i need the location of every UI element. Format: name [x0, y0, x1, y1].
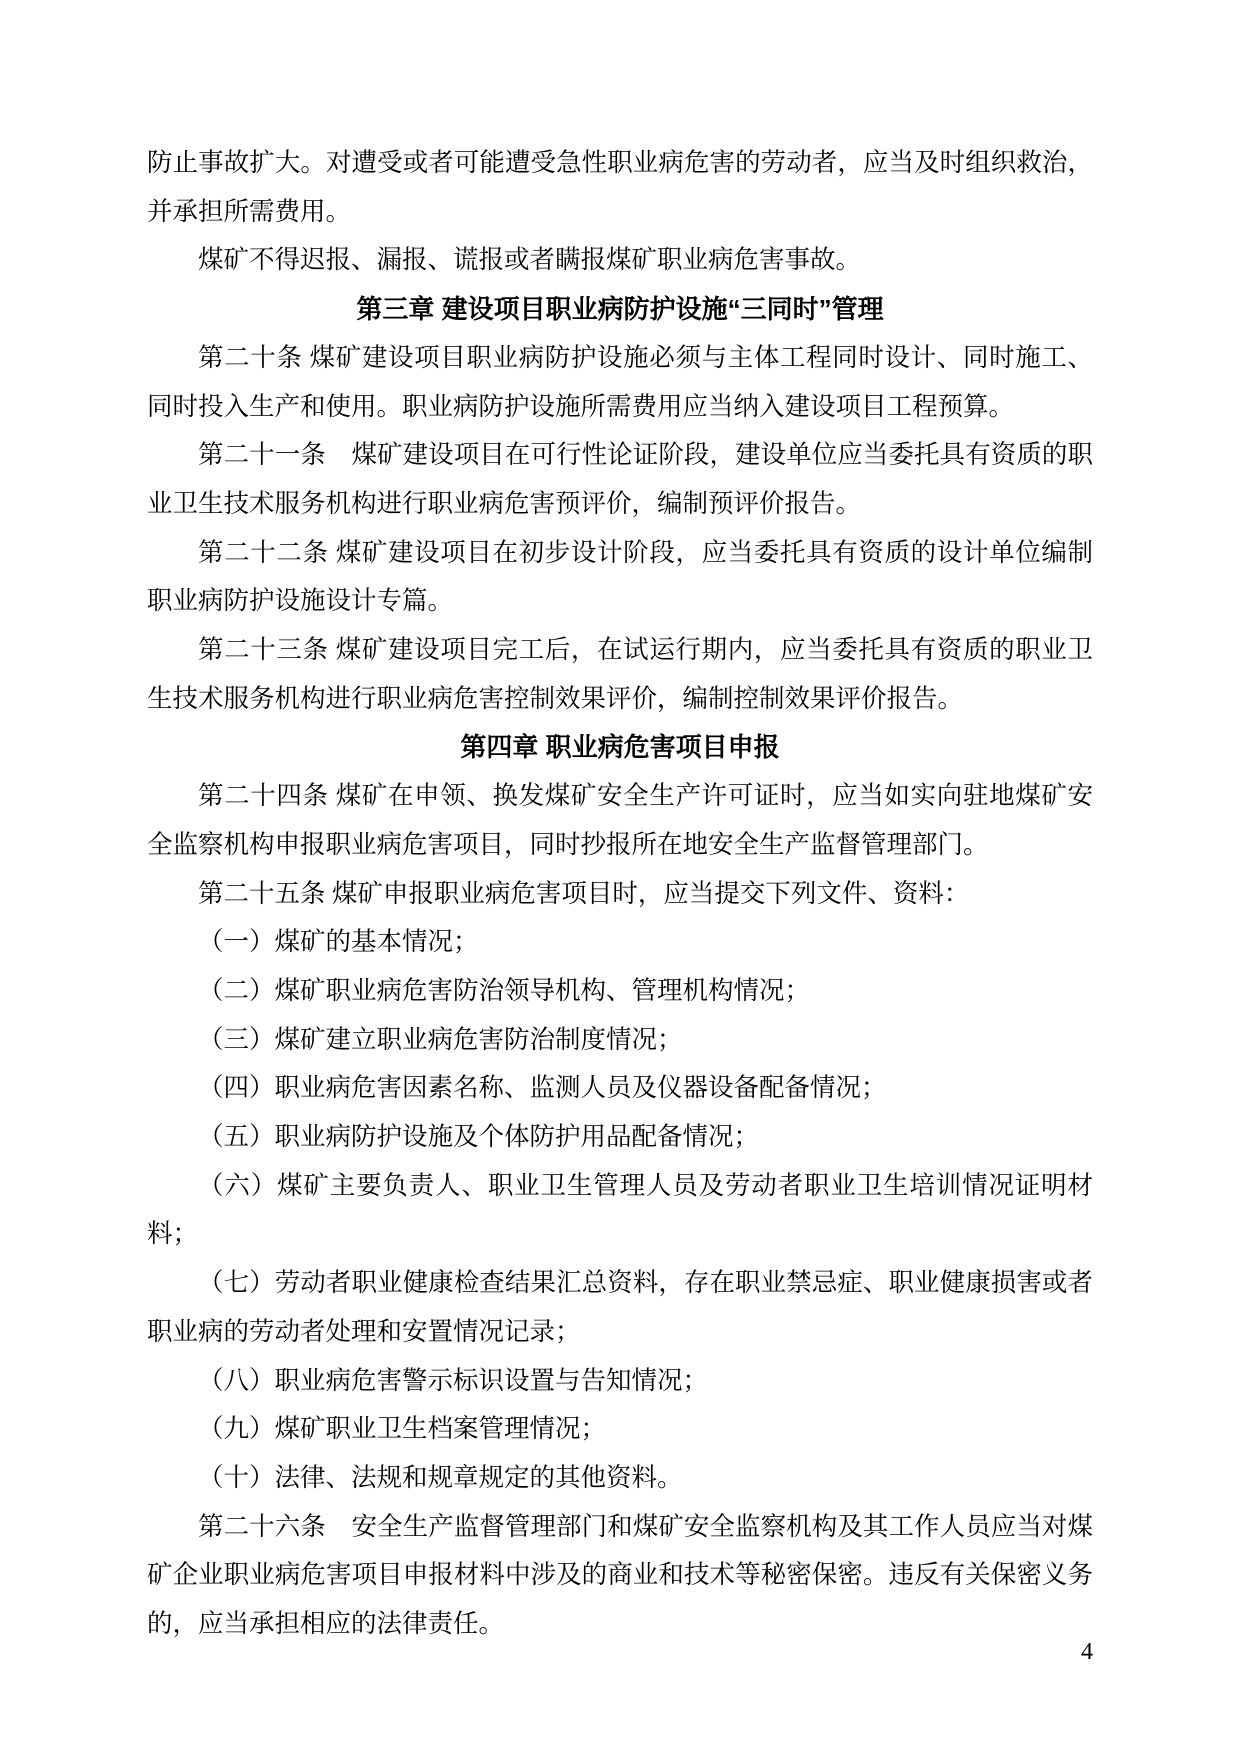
paragraph: （八）职业病危害警示标识设置与告知情况； — [198, 1365, 709, 1395]
paragraph: （六）煤矿主要负责人、职业卫生管理人员及劳动者职业卫生培训情况证明材料； — [147, 1170, 1093, 1249]
paragraph: （四）职业病危害因素名称、监测人员及仪器设备配备情况； — [198, 1073, 887, 1103]
paragraph: 煤矿不得迟报、漏报、谎报或者瞒报煤矿职业病危害事故。 — [198, 245, 862, 275]
paragraph: （一）煤矿的基本情况； — [198, 927, 479, 957]
paragraph: 第二十二条 煤矿建设项目在初步设计阶段，应当委托具有资质的设计单位编制职业病防护设施设计专篇。 — [147, 537, 1093, 616]
paragraph: （十）法律、法规和规章规定的其他资料。 — [198, 1462, 683, 1492]
page-footer — [147, 1638, 1093, 1666]
paragraph: （二）煤矿职业病危害防治领导机构、管理机构情况； — [198, 975, 811, 1005]
paragraph: 第二十四条 煤矿在申领、换发煤矿安全生产许可证时，应当如实向驻地煤矿安全监察机构申报职业病危害项目，同时抄报所在地安全生产监督管理部门。 — [147, 781, 1093, 859]
document-body — [147, 139, 1093, 1649]
page-number: 4 — [1081, 1639, 1093, 1665]
paragraph: 第二十条 煤矿建设项目职业病防护设施必须与主体工程同时设计、同时施工、同时投入生产和使用。职业病防护设施所需费用应当纳入建设项目工程预算。 — [147, 342, 1093, 421]
paragraph: （九）煤矿职业卫生档案管理情况； — [198, 1414, 607, 1444]
paragraph: （七）劳动者职业健康检查结果汇总资料，存在职业禁忌症、职业健康损害或者职业病的劳动者处理和安置情况记录； — [147, 1268, 1093, 1346]
chapter-heading: 第三章 建设项目职业病防护设施“三同时”管理 — [356, 294, 884, 325]
paragraph: 防止事故扩大。对遭受或者可能遭受急性职业病危害的劳动者，应当及时组织救治，并承担所需费用。 — [147, 148, 1093, 226]
paragraph: （五）职业病防护设施及个体防护用品配备情况； — [198, 1122, 760, 1152]
chapter-heading: 第四章 职业病危害项目申报 — [460, 732, 780, 763]
paragraph: 第二十一条 煤矿建设项目在可行性论证阶段，建设单位应当委托具有资质的职业卫生技术服务机构进行职业病危害预评价，编制预评价报告。 — [147, 440, 1093, 518]
paragraph: （三）煤矿建立职业病危害防治制度情况； — [198, 1024, 683, 1054]
paragraph: 第二十三条 煤矿建设项目完工后，在试运行期内，应当委托具有资质的职业卫生技术服务机构进行职业病危害控制效果评价，编制控制效果评价报告。 — [147, 635, 1093, 713]
paragraph: 第二十六条 安全生产监督管理部门和煤矿安全监察机构及其工作人员应当对煤矿企业职业病危害项目申报材料中涉及的商业和技术等秘密保密。违反有关保密义务的，应当承担相应的法律责任。 — [147, 1511, 1093, 1639]
paragraph: 第二十五条 煤矿申报职业病危害项目时，应当提交下列文件、资料： — [198, 878, 970, 908]
